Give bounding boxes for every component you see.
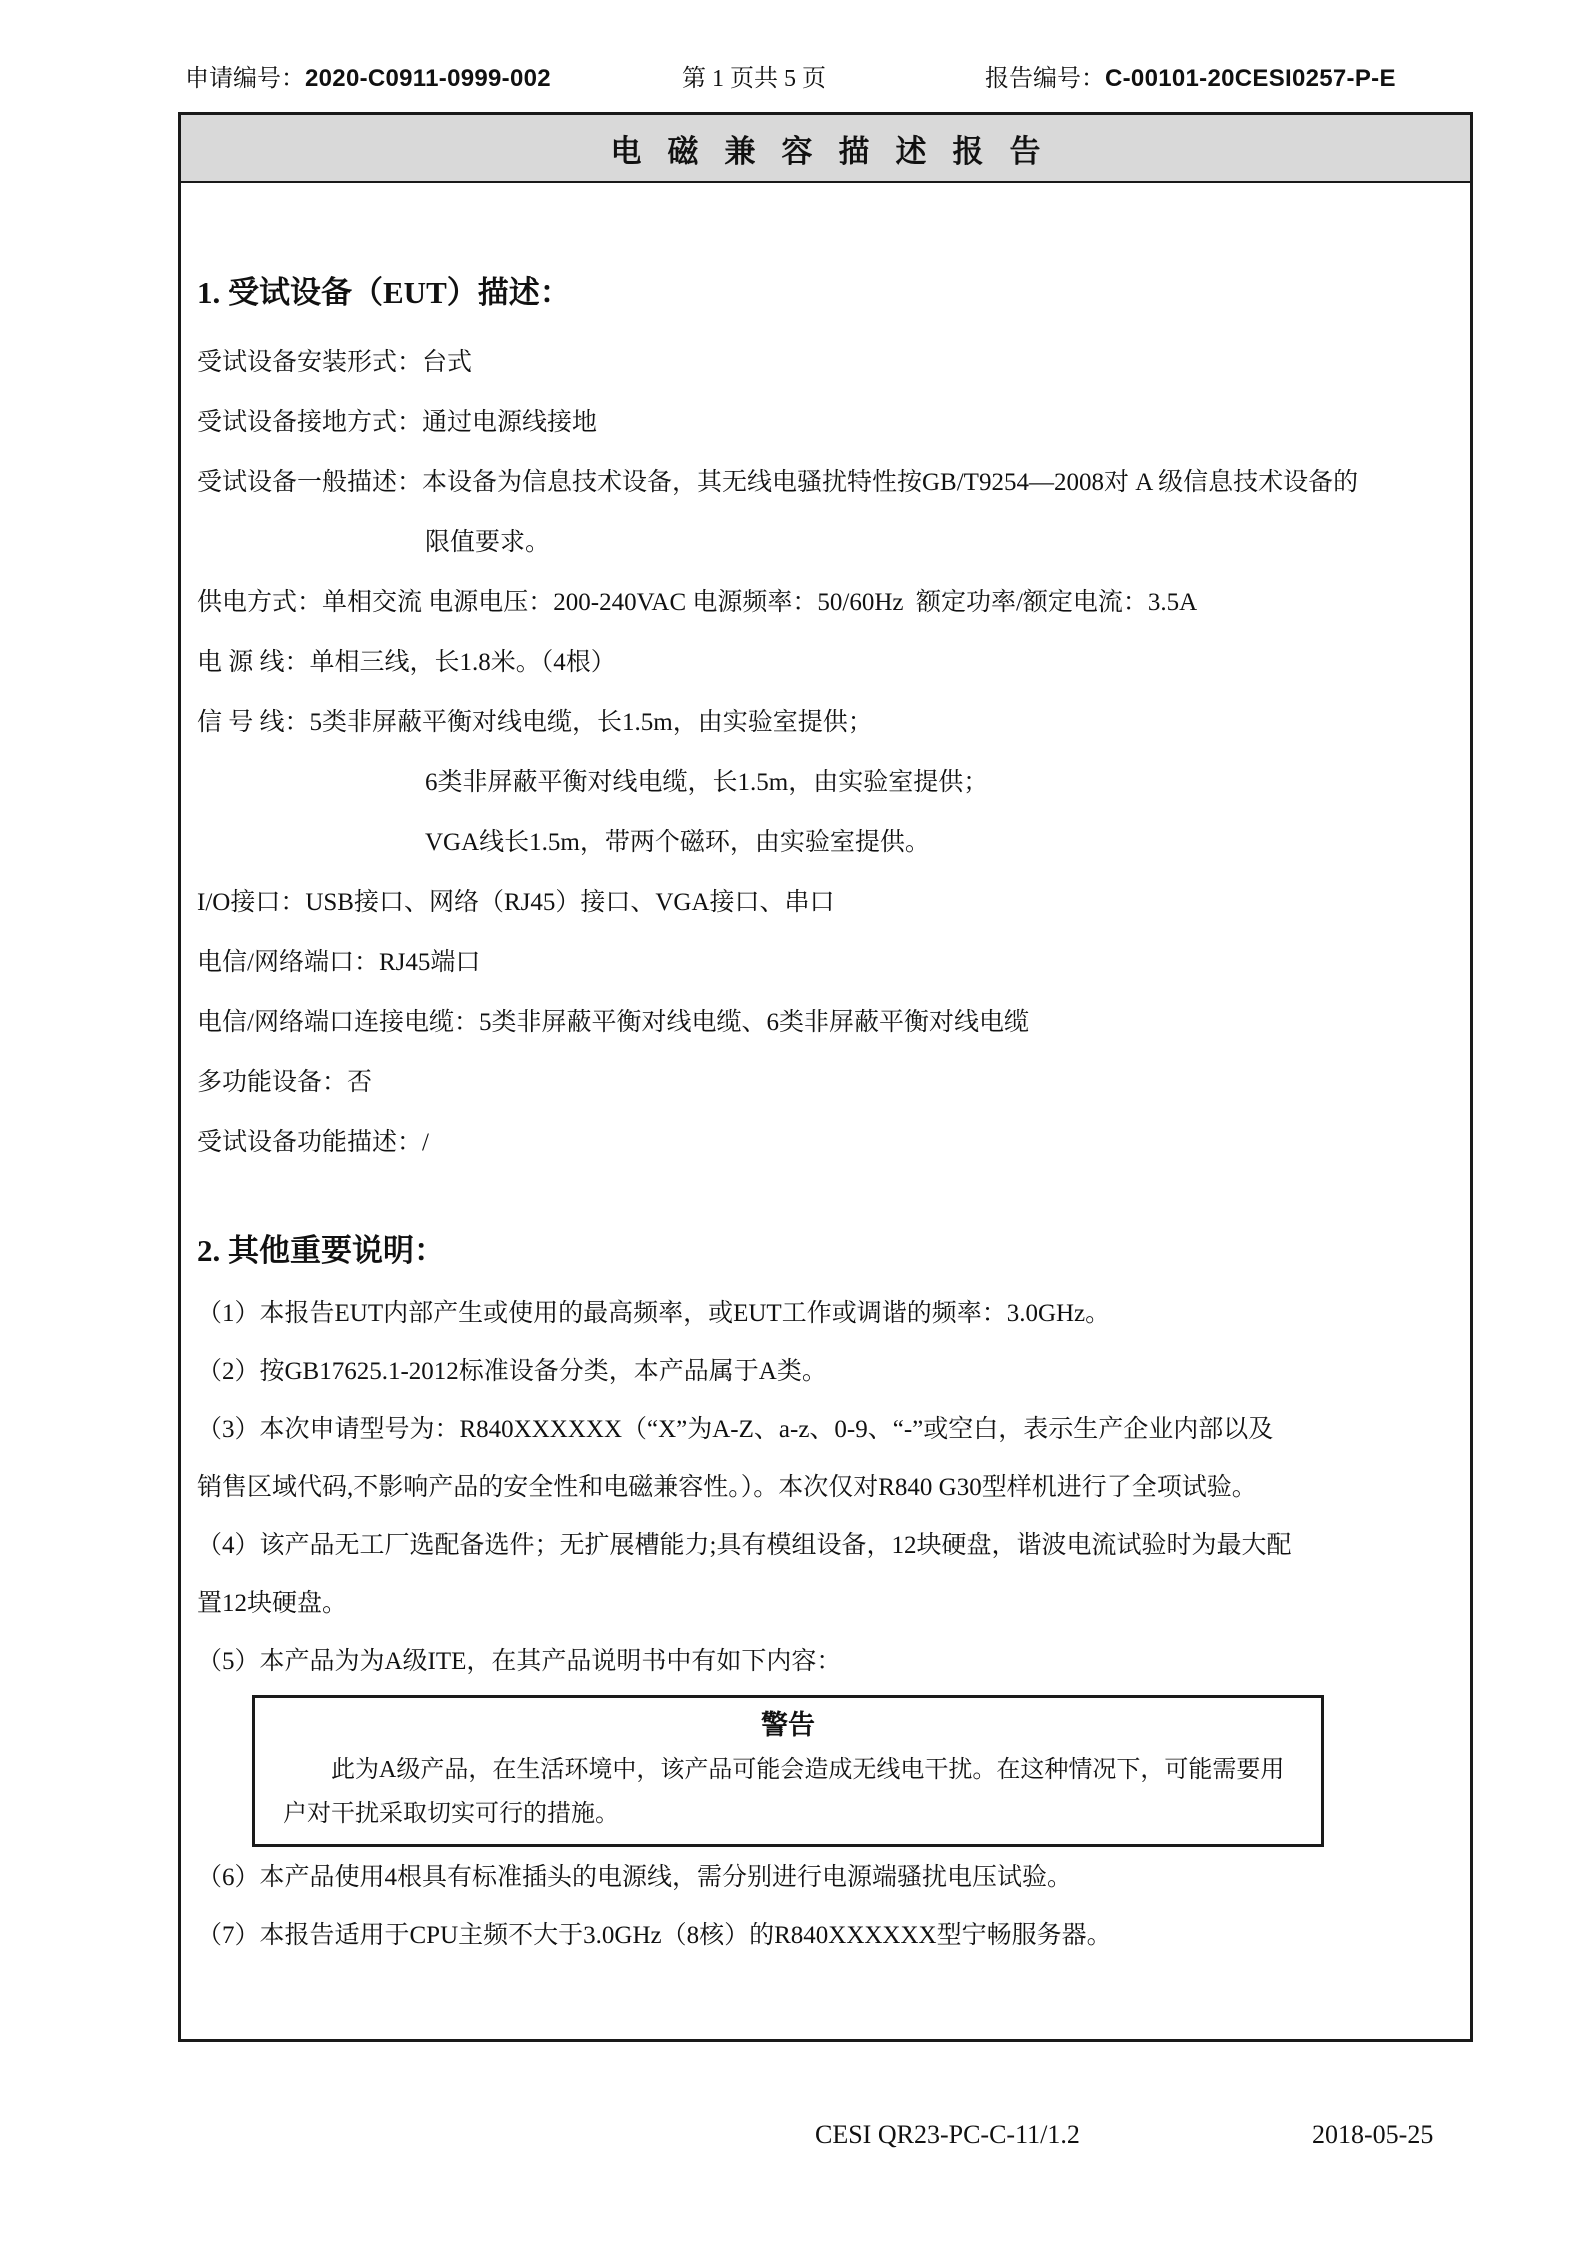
footer-date: 2018-05-25 xyxy=(1312,2120,1434,2149)
section2-notes xyxy=(197,1285,1442,1691)
warning-box xyxy=(252,1695,1324,1847)
field-grounding-method: 受试设备接地方式：通过电源线接地 xyxy=(197,409,598,436)
page-header xyxy=(0,58,1587,92)
report-title-bar xyxy=(181,115,1470,183)
field-signal-cable-1: 信 号 线：5类非屏蔽平衡对线电缆，长1.5m，由实验室提供； xyxy=(197,709,873,736)
application-number-field xyxy=(185,58,551,93)
application-number-label: 申请编号： xyxy=(185,66,305,92)
field-general-description: 受试设备一般描述：本设备为信息技术设备，其无线电骚扰特性按GB/T9254—2008对 A 级信息技术设备的 xyxy=(197,469,1359,496)
field-general-description-cont: 限值要求。 xyxy=(425,529,551,556)
warning-title: 警告 xyxy=(761,1710,815,1740)
section2-heading: 2. 其他重要说明： xyxy=(197,1233,445,1268)
field-multifunction-device: 多功能设备：否 xyxy=(197,1069,373,1096)
report-number-value: C-00101-20CESI0257-P-E xyxy=(1105,65,1396,92)
note-4-cont: 置12块硬盘。 xyxy=(197,1590,348,1617)
note-6: （6）本产品使用4根具有标准插头的电源线，需分别进行电源端骚扰电压试验。 xyxy=(197,1864,1073,1891)
field-power-cord: 电 源 线：单相三线，长1.8米。（4根） xyxy=(197,649,616,676)
application-number-value: 2020-C0911-0999-002 xyxy=(305,65,551,92)
report-title: 电磁兼容描述报告 xyxy=(610,133,1067,169)
note-5: （5）本产品为为A级ITE，在其产品说明书中有如下内容： xyxy=(197,1648,842,1675)
field-io-ports: I/O接口：USB接口、网络（RJ45）接口、VGA接口、串口 xyxy=(197,889,835,916)
field-power-supply: 供电方式：单相交流 电源电压：200-240VAC 电源频率：50/60Hz 额定功率/额定电流：3.5A xyxy=(197,589,1198,616)
footer-doc-code: CESI QR23-PC-C-11/1.2 xyxy=(815,2120,1080,2149)
report-number-field xyxy=(985,58,1396,93)
note-7: （7）本报告适用于CPU主频不大于3.0GHz（8核）的R840XXXXXX型宁畅服务器。 xyxy=(197,1922,1112,1949)
note-2: （2）按GB17625.1-2012标准设备分类，本产品属于A类。 xyxy=(197,1358,827,1385)
field-eut-function-description: 受试设备功能描述：/ xyxy=(197,1129,429,1156)
field-telecom-port-cable: 电信/网络端口连接电缆：5类非屏蔽平衡对线电缆、6类非屏蔽平衡对线电缆 xyxy=(197,1009,1029,1036)
note-1: （1）本报告EUT内部产生或使用的最高频率，或EUT工作或调谐的频率：3.0GHz。 xyxy=(197,1300,1111,1327)
section1-fields xyxy=(197,333,1442,1173)
section2-notes-after-warning xyxy=(197,1849,1442,1965)
note-4: （4）该产品无工厂选配备选件；无扩展槽能力;具有模组设备，12块硬盘，谐波电流试验时为最大配 xyxy=(197,1532,1292,1559)
note-3: （3）本次申请型号为：R840XXXXXX（“X”为A-Z、a-z、0-9、“-”或空白，表示生产企业内部以及 xyxy=(197,1416,1274,1443)
field-installation-type: 受试设备安装形式：台式 xyxy=(197,349,473,376)
page-info: 第 1 页共 5 页 xyxy=(682,66,826,92)
page-footer xyxy=(0,2120,1587,2156)
section1-heading: 1. 受试设备（EUT）描述： xyxy=(197,275,571,310)
report-content xyxy=(181,271,1470,1965)
note-3-cont: 销售区域代码,不影响产品的安全性和电磁兼容性。）。本次仅对R840 G30型样机进行了全项试验。 xyxy=(197,1474,1257,1501)
report-number-label: 报告编号： xyxy=(985,66,1105,92)
field-telecom-port: 电信/网络端口：RJ45端口 xyxy=(197,949,481,976)
report-document-box xyxy=(178,112,1473,2042)
field-signal-cable-3: VGA线长1.5m，带两个磁环，由实验室提供。 xyxy=(425,829,930,856)
field-signal-cable-2: 6类非屏蔽平衡对线电缆，长1.5m，由实验室提供； xyxy=(425,769,989,796)
warning-body: 此为A级产品，在生活环境中，该产品可能会造成无线电干扰。在这种情况下，可能需要用户对干扰采取切实可行的措施。 xyxy=(283,1757,1285,1827)
